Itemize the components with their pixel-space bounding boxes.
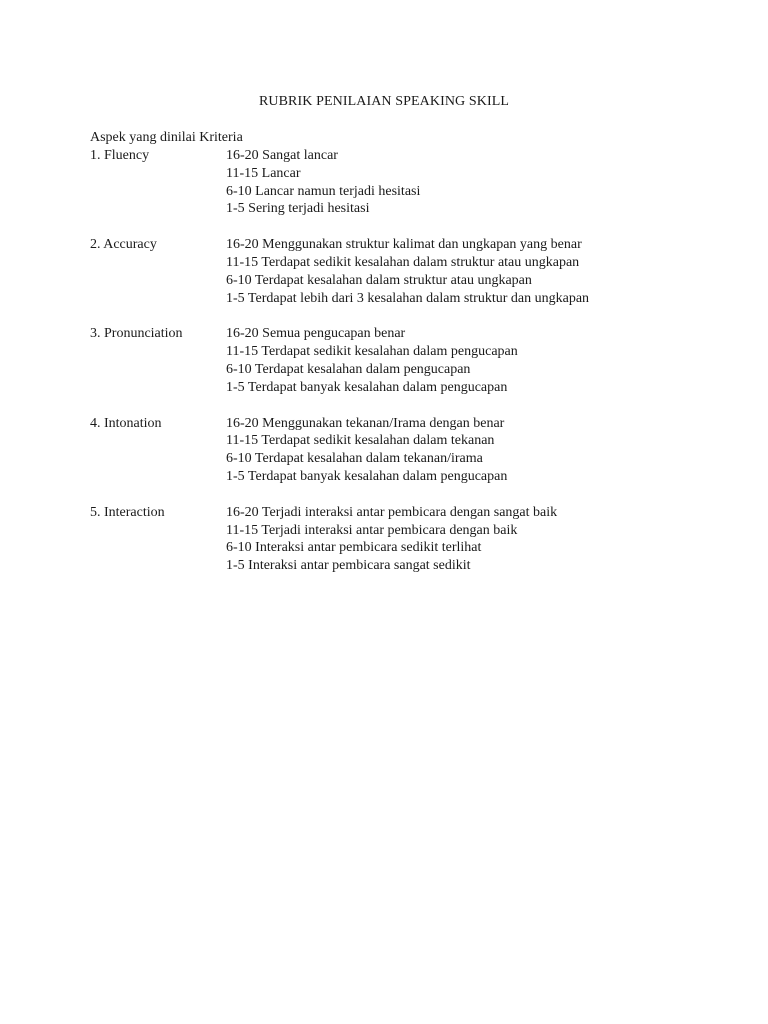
criterion-item: 1-5 Terdapat banyak kesalahan dalam pengucapan [226, 468, 508, 484]
criterion-item: 1-5 Terdapat lebih dari 3 kesalahan dalam struktur dan ungkapan [226, 290, 590, 306]
page-title: RUBRIK PENILAIAN SPEAKING SKILL [258, 94, 510, 109]
criterion-item: 16-20 Terjadi interaksi antar pembicara dengan sangat baik [226, 504, 558, 520]
criterion-item: 6-10 Terdapat kesalahan dalam tekanan/irama [226, 451, 483, 467]
rubric-sections [90, 147, 750, 593]
criteria-list [226, 325, 750, 396]
rubric-section-accuracy [90, 236, 750, 307]
criterion-item: 11-15 Terdapat sedikit kesalahan dalam tekanan [226, 433, 495, 449]
criterion-item: 16-20 Menggunakan tekanan/Irama dengan benar [226, 415, 505, 431]
criteria-list [226, 504, 750, 575]
criteria-list [226, 236, 750, 307]
criterion-item: 6-10 Terdapat kesalahan dalam pengucapan [226, 361, 471, 377]
aspect-label: 5. Interaction [90, 504, 165, 520]
aspect-label: 3. Pronunciation [90, 326, 183, 342]
criterion-item: 16-20 Semua pengucapan benar [226, 326, 406, 342]
criterion-item: 1-5 Terdapat banyak kesalahan dalam pengucapan [226, 379, 508, 395]
criterion-item: 11-15 Lancar [226, 165, 301, 181]
criterion-item: 6-10 Lancar namun terjadi hesitasi [226, 183, 421, 199]
rubric-section-interaction [90, 504, 750, 575]
column-header: Aspek yang dinilai Kriteria [90, 130, 243, 145]
criterion-item: 11-15 Terdapat sedikit kesalahan dalam struktur atau ungkapan [226, 254, 580, 270]
rubric-section-pronunciation [90, 325, 750, 396]
criterion-item: 6-10 Interaksi antar pembicara sedikit terlihat [226, 540, 482, 556]
criterion-item: 16-20 Sangat lancar [226, 148, 338, 163]
criterion-item: 6-10 Terdapat kesalahan dalam struktur atau ungkapan [226, 272, 532, 288]
criteria-list [226, 147, 750, 218]
criterion-item: 11-15 Terdapat sedikit kesalahan dalam pengucapan [226, 344, 518, 360]
criterion-item: 1-5 Sering terjadi hesitasi [226, 201, 370, 217]
aspect-label: 2. Accuracy [90, 237, 157, 253]
criterion-item: 11-15 Terjadi interaksi antar pembicara dengan baik [226, 522, 518, 538]
aspect-label: 1. Fluency [90, 148, 150, 163]
aspect-label: 4. Intonation [90, 415, 162, 431]
criterion-item: 16-20 Menggunakan struktur kalimat dan ungkapan yang benar [226, 237, 582, 253]
criterion-item: 1-5 Interaksi antar pembicara sangat sedikit [226, 558, 471, 574]
rubric-section-intonation [90, 415, 750, 486]
criteria-list [226, 415, 750, 486]
rubric-section-fluency [90, 147, 750, 218]
